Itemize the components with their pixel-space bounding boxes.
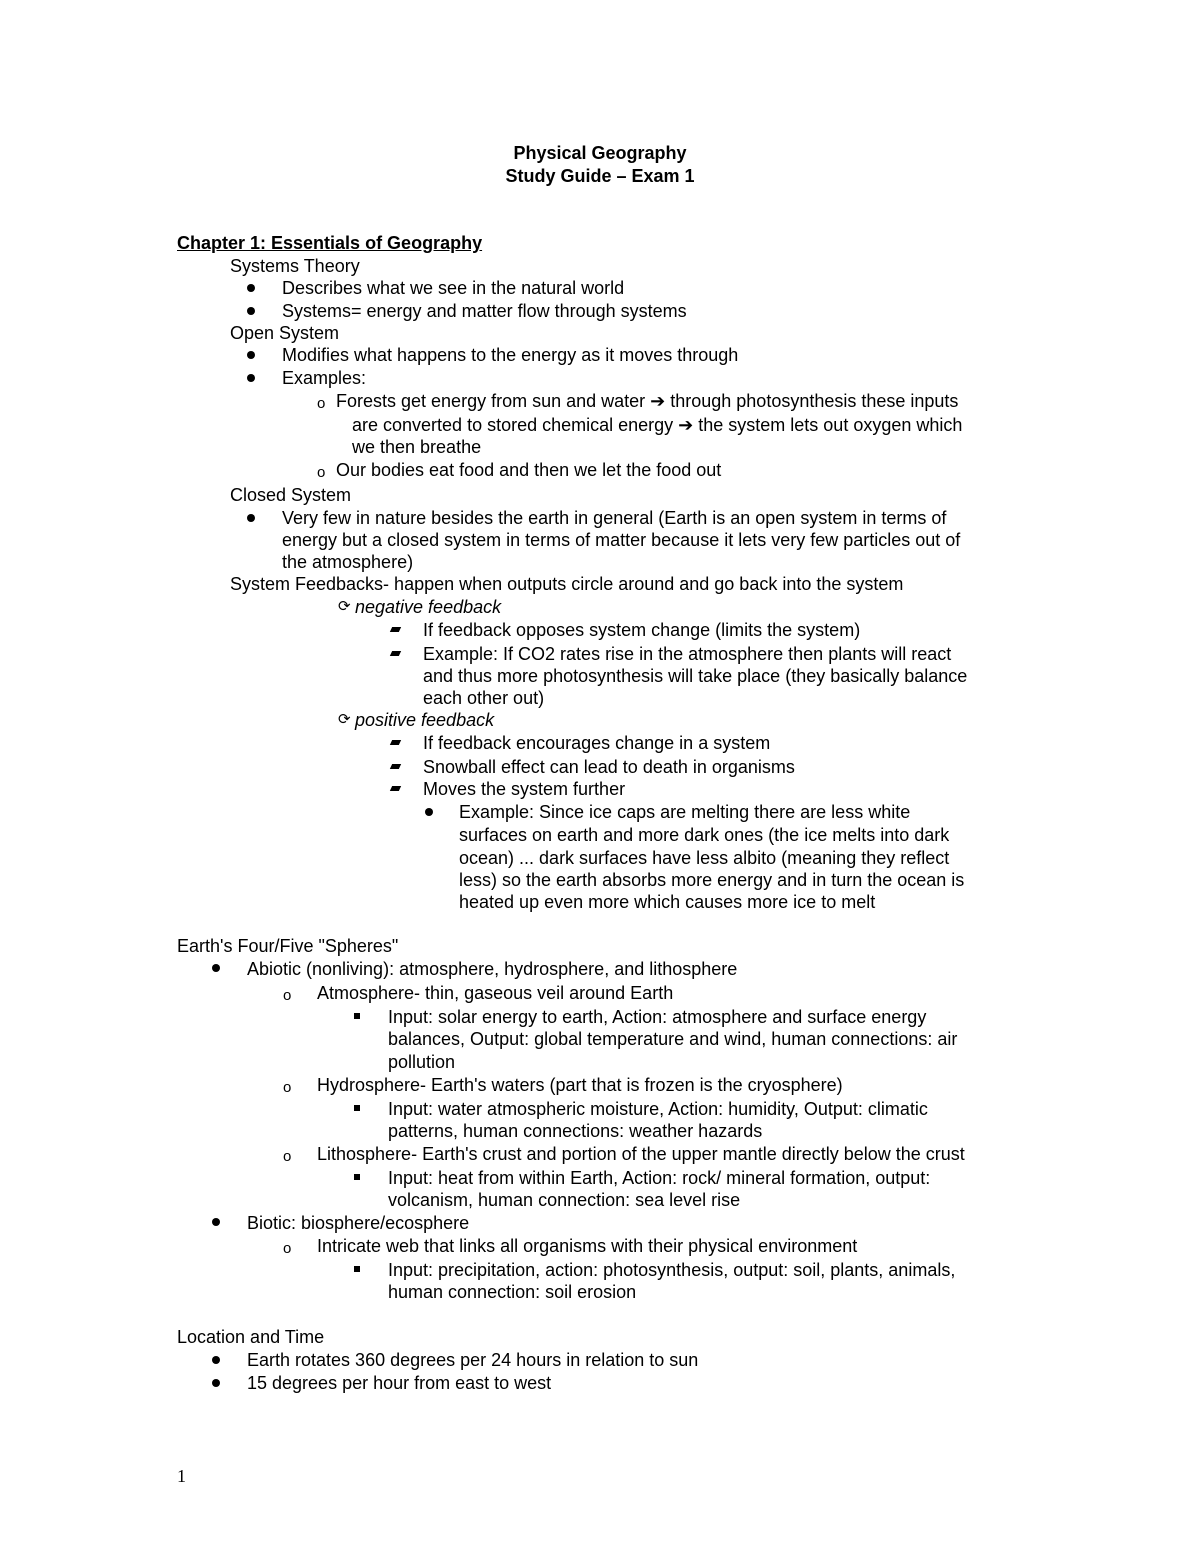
chapter-heading: Chapter 1: Essentials of Geography [177, 233, 483, 253]
section-closed-system: Closed System [230, 485, 352, 505]
list-item: Intricate web that links all organisms with their physical environment [317, 1236, 858, 1256]
bullet-square [354, 1013, 360, 1019]
list-item: Input: precipitation, action: photosynthesis, output: soil, plants, animals, [388, 1260, 956, 1280]
list-item: Hydrosphere- Earth's waters (part that is frozen is the cryosphere) [317, 1075, 843, 1095]
list-item: Biotic: biosphere/ecosphere [247, 1213, 470, 1233]
section-open-system: Open System [230, 323, 340, 343]
list-item: Modifies what happens to the energy as it moves through [282, 345, 739, 365]
list-item: Atmosphere- thin, gaseous veil around Earth [317, 983, 674, 1003]
list-item-cont: are converted to stored chemical energy ➔ the system lets out oxygen which [352, 415, 963, 435]
bullet-dot [212, 964, 220, 972]
bullet-dot [212, 1218, 220, 1226]
arrow-bullet-icon [390, 627, 401, 632]
list-item: Snowball effect can lead to death in organisms [423, 757, 795, 777]
arrow-bullet-icon [390, 786, 401, 791]
cycle-icon: ⟳ [338, 597, 351, 615]
doc-title: Physical Geography [513, 143, 687, 163]
section-location-time: Location and Time [177, 1327, 325, 1347]
bullet-square [354, 1105, 360, 1111]
bullet-dot [247, 284, 255, 292]
list-item: Examples: [282, 368, 367, 388]
list-item-cont: less) so the earth absorbs more energy and in turn the ocean is [459, 870, 965, 890]
list-item-cont: the atmosphere) [282, 552, 414, 572]
list-item-cont: energy but a closed system in terms of matter because it lets very few particles out of [282, 530, 961, 550]
list-item-cont: each other out) [423, 688, 545, 708]
list-item: Earth rotates 360 degrees per 24 hours in relation to sun [247, 1350, 699, 1370]
subsection-positive-feedback: positive feedback [355, 710, 495, 730]
bullet-square [354, 1266, 360, 1272]
list-item-cont: we then breathe [352, 437, 482, 457]
cycle-icon: ⟳ [338, 710, 351, 728]
list-item: Input: water atmospheric moisture, Action: humidity, Output: climatic [388, 1099, 928, 1119]
bullet-dot [247, 351, 255, 359]
list-item: Forests get energy from sun and water ➔ through photosynthesis these inputs [336, 391, 959, 411]
list-item-cont: ocean) ... dark surfaces have less albito (meaning they reflect [459, 848, 950, 868]
bullet-dot [212, 1379, 220, 1387]
bullet-o: o [283, 1148, 292, 1165]
list-item: Describes what we see in the natural world [282, 278, 625, 298]
list-item: Lithosphere- Earth's crust and portion of the upper mantle directly below the crust [317, 1144, 965, 1164]
list-item-cont: surfaces on earth and more dark ones (the ice melts into dark [459, 825, 950, 845]
doc-subtitle: Study Guide – Exam 1 [505, 166, 695, 186]
bullet-o: o [283, 987, 292, 1004]
list-item: If feedback opposes system change (limits the system) [423, 620, 861, 640]
list-item: 15 degrees per hour from east to west [247, 1373, 552, 1393]
section-earth-spheres: Earth's Four/Five "Spheres" [177, 936, 399, 956]
list-item: Very few in nature besides the earth in general (Earth is an open system in terms of [282, 508, 947, 528]
arrow-bullet-icon [390, 651, 401, 656]
bullet-o: o [317, 395, 326, 412]
subsection-negative-feedback: negative feedback [355, 597, 502, 617]
section-systems-theory: Systems Theory [230, 256, 360, 276]
list-item: Example: Since ice caps are melting there are less white [459, 802, 911, 822]
bullet-dot [247, 307, 255, 315]
bullet-o: o [283, 1240, 292, 1257]
bullet-dot [212, 1356, 220, 1364]
list-item-cont: balances, Output: global temperature and wind, human connections: air [388, 1029, 958, 1049]
bullet-dot [247, 374, 255, 382]
list-item: Input: solar energy to earth, Action: atmosphere and surface energy [388, 1007, 927, 1027]
list-item: Input: heat from within Earth, Action: rock/ mineral formation, output: [388, 1168, 931, 1188]
bullet-o: o [283, 1079, 292, 1096]
bullet-dot [425, 808, 433, 816]
list-item: Our bodies eat food and then we let the food out [336, 460, 722, 480]
list-item-cont: human connection: soil erosion [388, 1282, 637, 1302]
list-item-cont: volcanism, human connection: sea level rise [388, 1190, 741, 1210]
list-item: Systems= energy and matter flow through systems [282, 301, 687, 321]
list-item-cont: heated up even more which causes more ice to melt [459, 892, 876, 912]
list-item-cont: patterns, human connections: weather hazards [388, 1121, 763, 1141]
list-item: Example: If CO2 rates rise in the atmosphere then plants will react [423, 644, 952, 664]
bullet-o: o [317, 464, 326, 481]
list-item: If feedback encourages change in a system [423, 733, 771, 753]
section-system-feedbacks: System Feedbacks- happen when outputs circle around and go back into the system [230, 574, 904, 594]
list-item-cont: and thus more photosynthesis will take place (they basically balance [423, 666, 968, 686]
list-item: Abiotic (nonliving): atmosphere, hydrosphere, and lithosphere [247, 959, 738, 979]
bullet-square [354, 1174, 360, 1180]
arrow-bullet-icon [390, 764, 401, 769]
arrow-bullet-icon [390, 740, 401, 745]
list-item: Moves the system further [423, 779, 626, 799]
page-number: 1 [177, 1466, 186, 1486]
bullet-dot [247, 514, 255, 522]
list-item-cont: pollution [388, 1052, 456, 1072]
